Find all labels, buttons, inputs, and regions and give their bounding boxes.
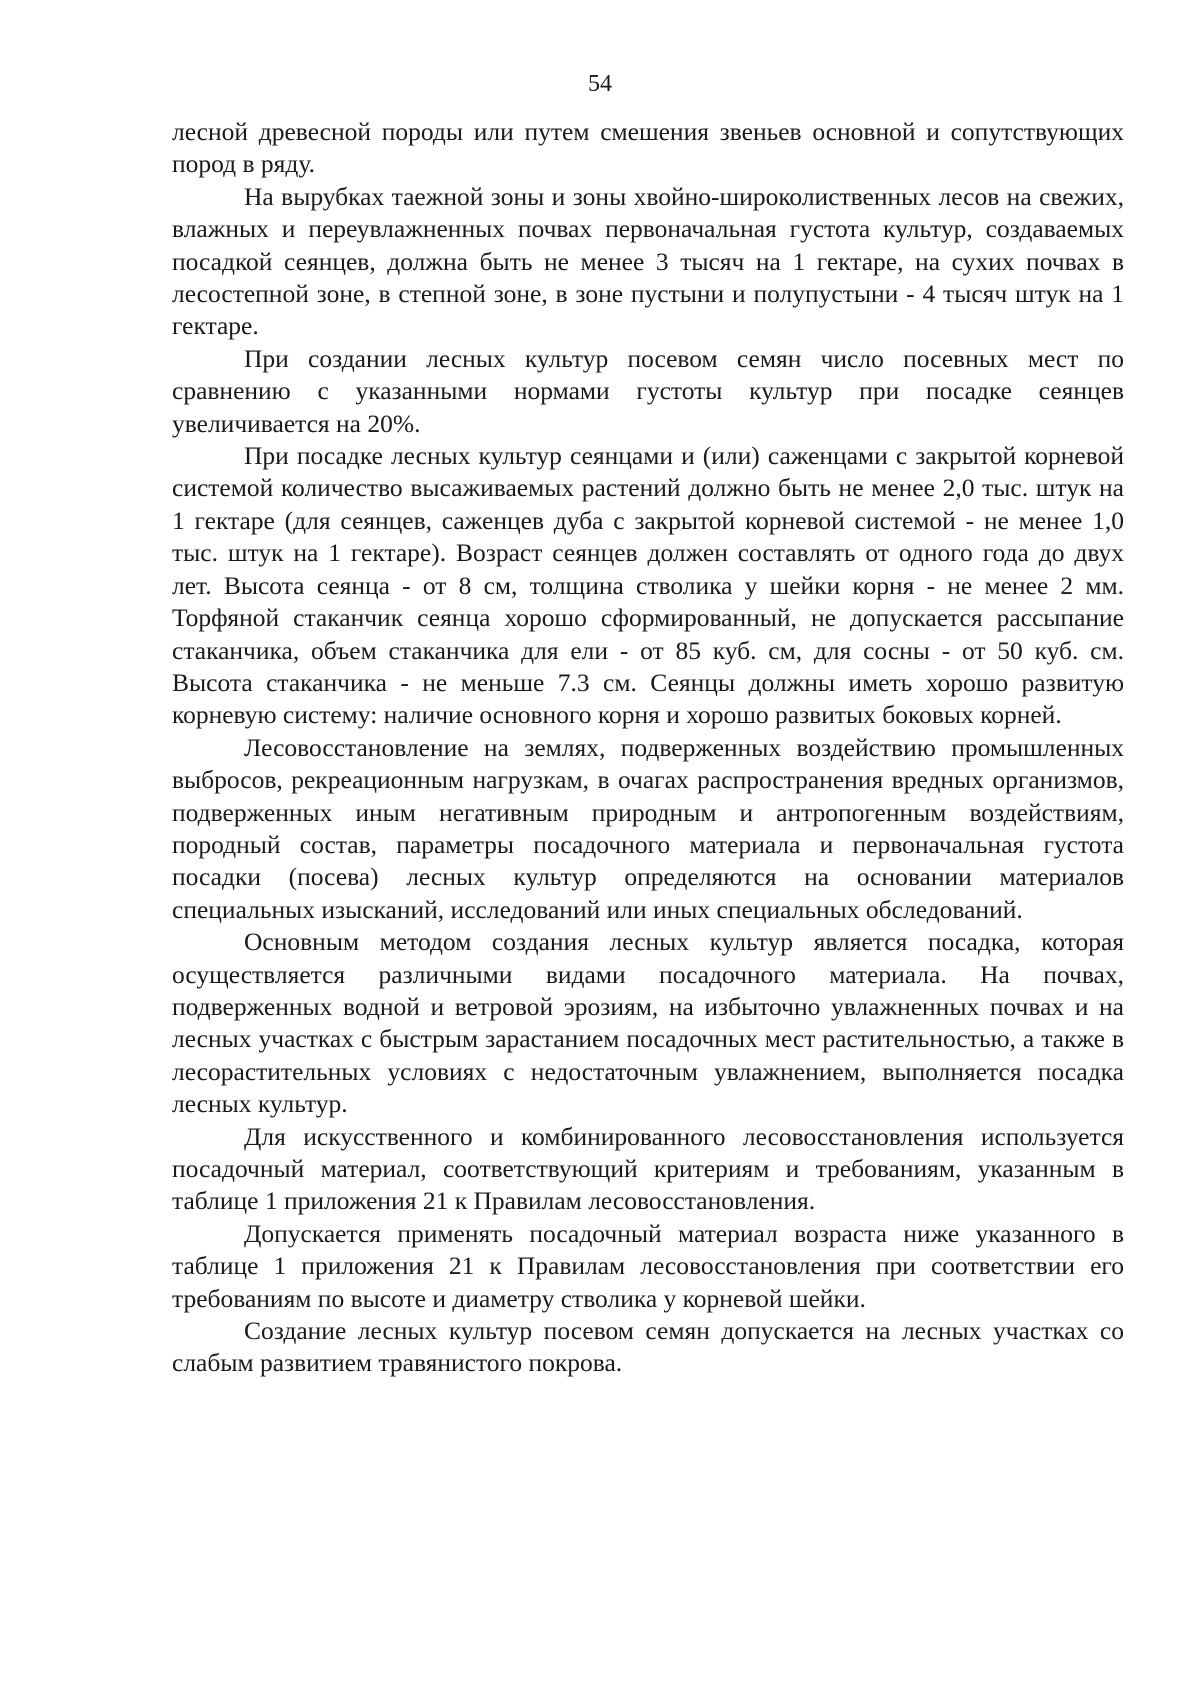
paragraph: При посадке лесных культур сеянцами и (или) саженцами с закрытой корневой системой количество высаживаемых растений должно быть не менее 2,0 тыс. штук на 1 гектаре (для сеянцев, саженцев дуба с закрытой корневой системой - не менее 1,0 тыс. штук на 1 гектаре). Возраст сеянцев должен составлять от одного года до двух лет. Высота сеянца - от 8 см, толщина стволика у шейки корня - не менее 2 мм. Торфяной стаканчик сеянца хорошо сформированный, не допускается рассыпание стаканчика, объем стаканчика для ели - от 85 куб. см, для сосны - от 50 куб. см. Высота стаканчика - не меньше 7.3 см. Сеянцы должны иметь хорошо развитую корневую систему: наличие основного корня и хорошо развитых боковых корней. bbox=[172, 441, 1124, 730]
paragraph: Допускается применять посадочный материал возраста ниже указанного в таблице 1 приложения 21 к Правилам лесовосстановления при соответствии его требованиям по высоте и диаметру стволика у корневой шейки. bbox=[172, 1218, 1124, 1313]
paragraph-continuation: лесной древесной породы или путем смешения звеньев основной и сопутствующих пород в ряду. bbox=[172, 117, 1124, 179]
document-body bbox=[172, 116, 1124, 1380]
paragraph: При создании лесных культур посевом семян число посевных мест по сравнению с указанными нормами густоты культур при посадке сеянцев увеличивается на 20%. bbox=[172, 343, 1124, 438]
paragraph: Создание лесных культур посевом семян допускается на лесных участках со слабым развитием травянистого покрова. bbox=[172, 1316, 1124, 1378]
paragraph: На вырубках таежной зоны и зоны хвойно-широколиственных лесов на свежих, влажных и переувлажненных почвах первоначальная густота культур, создаваемых посадкой сеянцев, должна быть не менее 3 тысяч на 1 гектаре, на сухих почвах в лесостепной зоне, в степной зоне, в зоне пустыни и полупустыни - 4 тысяч штук на 1 гектаре. bbox=[172, 181, 1124, 341]
paragraph: Для искусственного и комбинированного лесовосстановления используется посадочный материал, соответствующий критериям и требованиям, указанным в таблице 1 приложения 21 к Правилам лесовосстановления. bbox=[172, 1121, 1124, 1216]
page-number: 54 bbox=[588, 71, 612, 97]
paragraph: Основным методом создания лесных культур является посадка, которая осуществляется различными видами посадочного материала. На почвах, подверженных водной и ветровой эрозиям, на избыточно увлажненных почвах и на лесных участках с быстрым зарастанием посадочных мест растительностью, а также в лесорастительных условиях с недостаточным увлажнением, выполняется посадка лесных культур. bbox=[172, 927, 1124, 1119]
paragraph: Лесовосстановление на землях, подверженных воздействию промышленных выбросов, рекреационным нагрузкам, в очагах распространения вредных организмов, подверженных иным негативным природным и антропогенным воздействиям, породный состав, параметры посадочного материала и первоначальная густота посадки (посева) лесных культур определяются на основании материалов специальных изысканий, исследований или иных специальных обследований. bbox=[172, 732, 1124, 924]
